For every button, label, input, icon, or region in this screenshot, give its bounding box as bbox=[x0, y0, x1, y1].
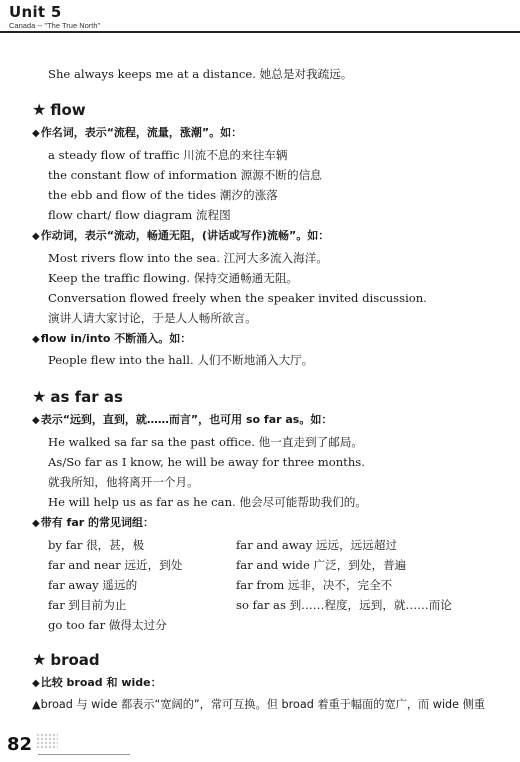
intro-line: She always keeps me at a distance. 她总是对我疏远。 bbox=[48, 67, 353, 81]
list-item: He will help us as far as he can. 他会尽可能帮助我们的。 bbox=[48, 495, 367, 509]
triangle-bullet-icon: ▲ bbox=[32, 698, 41, 711]
list-item: by far 很，甚，极 bbox=[48, 538, 145, 552]
unit-title: Unit 5 bbox=[9, 3, 62, 21]
list-item: so far as 到……程度，远到，就……而论 bbox=[236, 598, 452, 612]
list-item: Conversation flowed freely when the speaker invited discussion. bbox=[48, 291, 427, 305]
section-title-broad: ★ broad bbox=[32, 650, 100, 669]
list-item: go too far 做得太过分 bbox=[48, 618, 167, 632]
list-item: far and wide 广泛，到处，普遍 bbox=[236, 558, 407, 572]
list-item: Most rivers flow into the sea. 江河大多流入海洋。 bbox=[48, 251, 328, 265]
list-item: Keep the traffic flowing. 保持交通畅通无阻。 bbox=[48, 271, 299, 285]
flow-phrase-heading: ◆flow in/into 不断涌入。如： bbox=[32, 332, 192, 345]
diamond-bullet-icon: ◆ bbox=[32, 415, 40, 426]
page-header bbox=[0, 0, 520, 32]
list-item: far and near 远近，到处 bbox=[48, 558, 183, 572]
flow-verb-heading: ◆作动词，表示“流动，畅通无阻，(讲话或写作)流畅”。如： bbox=[32, 229, 330, 242]
list-item: far and away 远远，远远超过 bbox=[236, 538, 398, 552]
list-item: the constant flow of information 源源不断的信息 bbox=[48, 168, 322, 182]
list-item: 演讲人请大家讨论，于是人人畅所欲言。 bbox=[48, 311, 257, 325]
list-item: 就我所知，他将离开一个月。 bbox=[48, 475, 199, 489]
list-item: As/So far as I know, he will be away for three months. bbox=[48, 455, 365, 469]
as-far-as-heading: ◆表示“远到，直到，就……而言”，也可用 so far as。如： bbox=[32, 413, 333, 426]
broad-heading: ◆比较 broad 和 wide： bbox=[32, 676, 162, 689]
list-item: He walked sa far sa the past office. 他一直走到了邮局。 bbox=[48, 435, 364, 449]
list-item: far away 遥远的 bbox=[48, 578, 138, 592]
section-title-flow: ★ flow bbox=[32, 100, 86, 119]
far-phrases-heading: ◆带有 far 的常见词组： bbox=[32, 516, 154, 529]
list-item: a steady flow of traffic 川流不息的来往车辆 bbox=[48, 148, 288, 162]
list-item: the ebb and flow of the tides 潮汐的涨落 bbox=[48, 188, 278, 202]
star-icon: ★ bbox=[32, 100, 47, 119]
star-icon: ★ bbox=[32, 650, 47, 669]
broad-triangle-line: ▲broad 与 wide 都表示“宽阔的”，常可互换。但 broad 着重于幅面的宽广，而 wide 侧重 bbox=[32, 698, 485, 711]
diamond-bullet-icon: ◆ bbox=[32, 231, 40, 242]
footer-rule bbox=[38, 742, 130, 755]
diamond-bullet-icon: ◆ bbox=[32, 678, 40, 689]
list-item: flow chart/ flow diagram 流程图 bbox=[48, 208, 231, 222]
flow-noun-heading: ◆作名词，表示“流程，流量，涨潮”。如： bbox=[32, 126, 243, 139]
diamond-bullet-icon: ◆ bbox=[32, 128, 40, 139]
list-item: far from 远非，决不，完全不 bbox=[236, 578, 393, 592]
list-item: People flew into the hall. 人们不断地涌入大厅。 bbox=[48, 353, 314, 367]
star-icon: ★ bbox=[32, 387, 47, 406]
unit-subtitle: Canada -- "The True North" bbox=[9, 21, 101, 30]
page-number: 82 bbox=[7, 734, 33, 755]
list-item: far 到目前为止 bbox=[48, 598, 127, 612]
diamond-bullet-icon: ◆ bbox=[32, 334, 40, 345]
header-rule bbox=[0, 31, 520, 33]
section-title-as-far-as: ★ as far as bbox=[32, 387, 123, 406]
diamond-bullet-icon: ◆ bbox=[32, 518, 40, 529]
